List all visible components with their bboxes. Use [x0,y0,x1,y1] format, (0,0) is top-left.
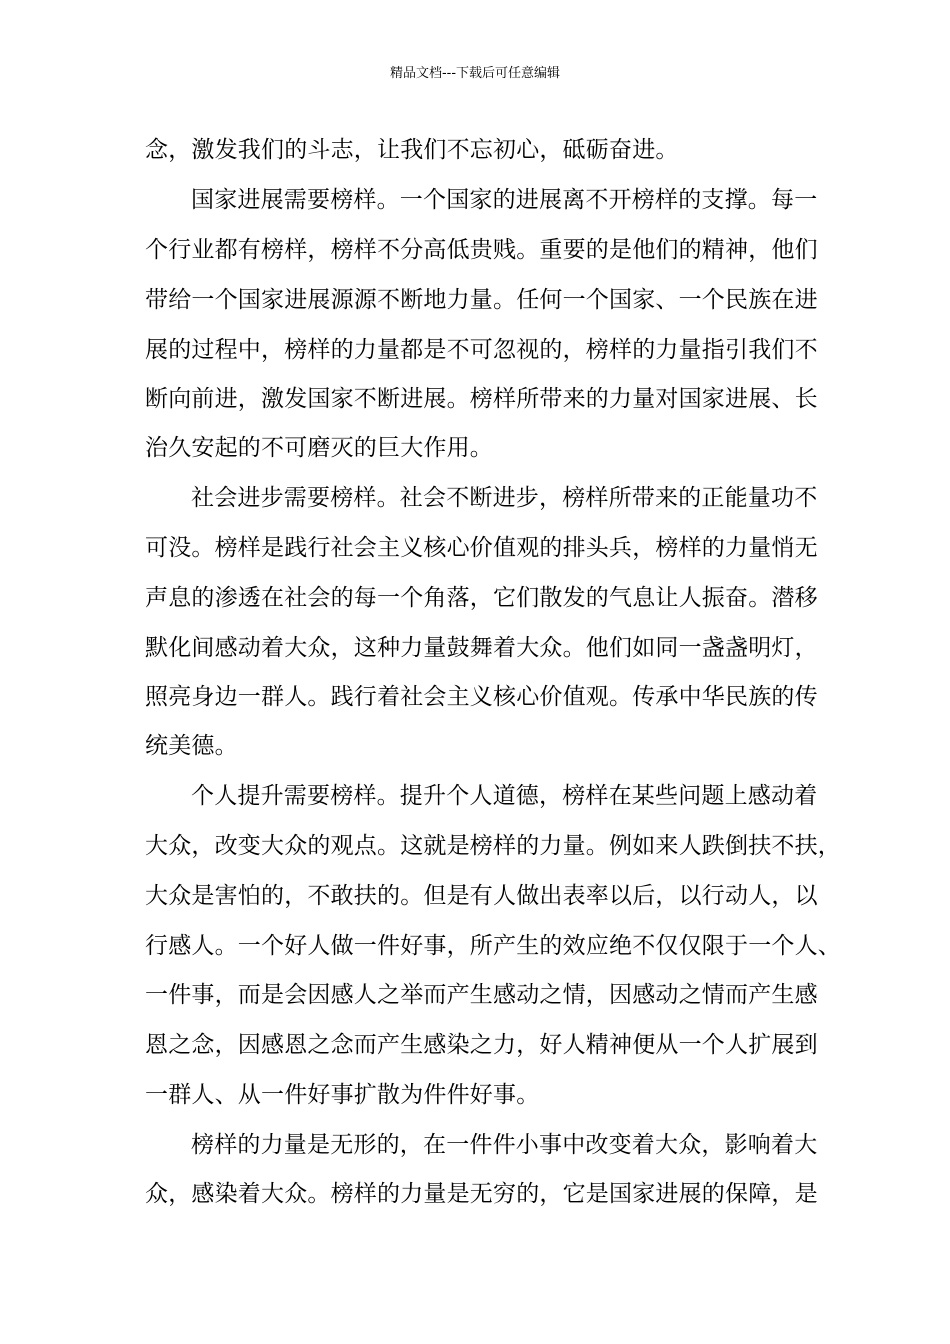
text-line: 断向前进，激发国家不断进展。榜样所带来的力量对国家进展、长 [145,386,818,412]
text-line: 默化间感动着大众，这种力量鼓舞着大众。他们如同一盏盏明灯， [145,635,818,661]
text-line: 声息的渗透在社会的每一个角落，它们散发的气息让人振奋。潜移 [145,585,818,611]
text-line: 统美德。 [145,733,238,759]
text-line: 大众，改变大众的观点。这就是榜样的力量。例如来人跌倒扶不扶， [145,833,841,859]
paragraph-first-line: 社会进步需要榜样。社会不断进步，榜样所带来的正能量功不 [191,485,818,511]
text-line: 展的过程中，榜样的力量都是不可忽视的，榜样的力量指引我们不 [145,337,818,363]
text-line: 照亮身边一群人。践行着社会主义核心价值观。传承中华民族的传 [145,684,818,710]
text-line: 一件事，而是会因感人之举而产生感动之情，因感动之情而产生感 [145,982,818,1008]
text-line: 带给一个国家进展源源不断地力量。任何一个国家、一个民族在进 [145,287,818,313]
page-header: 精品文档---下载后可任意编辑 [389,66,561,81]
text-line: 众，感染着大众。榜样的力量是无穷的，它是国家进展的保障，是 [145,1181,818,1207]
text-line: 可没。榜样是践行社会主义核心价值观的排头兵，榜样的力量悄无 [145,535,818,561]
text-line: 恩之念，因感恩之念而产生感染之力，好人精神便从一个人扩展到 [145,1032,818,1058]
paragraph-first-line: 国家进展需要榜样。一个国家的进展离不开榜样的支撑。每一 [191,187,818,213]
text-line: 治久安起的不可磨灭的巨大作用。 [145,435,493,461]
paragraph-first-line: 榜样的力量是无形的，在一件件小事中改变着大众，影响着大 [191,1132,818,1158]
text-line: 大众是害怕的，不敢扶的。但是有人做出表率以后，以行动人，以 [145,883,818,909]
paragraph-first-line: 个人提升需要榜样。提升个人道德，榜样在某些问题上感动着 [191,783,818,809]
text-line: 一群人、从一件好事扩散为件件好事。 [145,1082,540,1108]
text-line: 行感人。一个好人做一件好事，所产生的效应绝不仅仅限于一个人、 [145,933,841,959]
text-line: 念，激发我们的斗志，让我们不忘初心，砥砺奋进。 [145,137,679,163]
text-line: 个行业都有榜样，榜样不分高低贵贱。重要的是他们的精神，他们 [145,237,818,263]
